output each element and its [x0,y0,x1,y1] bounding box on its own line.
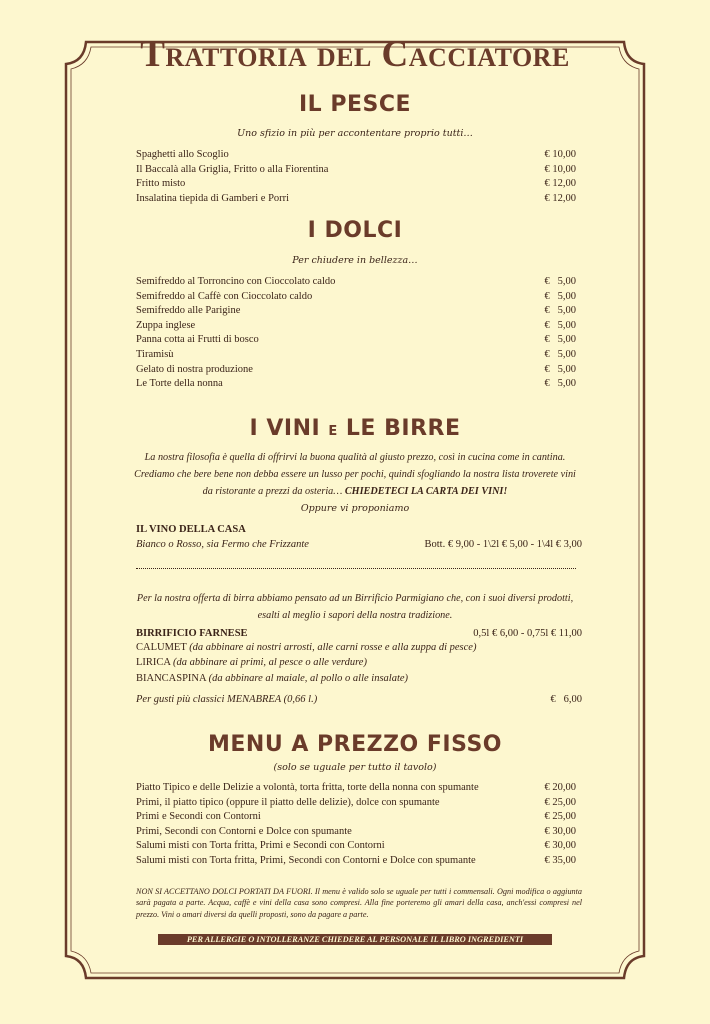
section-title-pesce: IL PESCE [298,92,412,117]
dish-price: € 5,00 [544,363,576,375]
menu-name: Salumi misti con Torta fritta, Primi, Secondi con Contorni e Dolce con spumante [136,854,476,866]
section-title-fisso: MENU A PREZZO FISSO [207,732,503,757]
menu-row [136,839,576,854]
dish-name: Le Torte della nonna [136,378,223,390]
menu-name: Primi, Secondi con Contorni e Dolce con spumante [136,825,352,837]
title-part-e: E [328,424,338,439]
divider [136,568,576,569]
menu-row [136,377,576,392]
beer-desc: (da abbinare ai nostri arrosti, alle carni rosse e alla zuppa di pesce) [189,642,477,653]
dish-price: € 5,00 [544,276,576,287]
section-subtitle-pesce: Uno sfizio in più per accontentare proprio tutti… [237,128,473,139]
menu-row [136,192,576,207]
section-subtitle-fisso: (solo se uguale per tutto il tavolo) [273,762,437,773]
beer-name: CALUMET [136,642,187,653]
beer-name: BIANCASPINA [136,673,207,684]
menu-row [136,177,576,192]
menu-row [136,304,576,319]
footer-note: NON SI ACCETTANO DOLCI PORTATI DA FUORI. Il menu è valido solo se uguale per tutti i commensali. Ogni modifica o aggiunta sarà pagata a parte. Acqua, caffè e vini della casa sono compresi. Alla fine porteremo gli amari della casa, anch'essi compresi nel prezzo. Vini o amari diversi da quelli proposti, sono da pagare a parte. [136,887,582,919]
title-part-birre: LE BIRRE [345,416,461,441]
beer-row [136,642,476,653]
house-wine-desc: Bianco o Rosso, sia Fermo che Frizzante [136,539,309,550]
dish-name: Gelato di nostra produzione [136,363,253,375]
brewery-name: BIRRIFICIO FARNESE [136,628,248,639]
menu-row [136,163,576,178]
title-part-vini: I VINI [249,416,321,441]
section-title-vini [0,418,710,440]
menu-name: Primi, il piatto tipico (oppure il piatto delle delizie), dolce con spumante [136,796,440,808]
dish-price: € 5,00 [544,334,576,346]
dish-price: € 5,00 [544,348,576,360]
oppure-text: Oppure vi proponiamo [300,503,410,514]
menu-price: € 25,00 [544,796,576,808]
section-subtitle-dolci: Per chiudere in bellezza… [292,255,418,266]
menu-row [136,781,576,796]
menu-price: € 20,00 [544,782,576,793]
menu-name: Salumi misti con Torta fritta, Primi e Secondi con Contorni [136,840,385,852]
beer-intro: Per la nostra offerta di birra abbiamo pensato ad un Birrificio Parmigiano che, con i suoi diversi prodotti, esalti al meglio i sapori della nostra tradizione. [136,593,574,621]
dish-name: Semifreddo al Torroncino con Cioccolato caldo [136,276,336,287]
brewery-price: 0,5l € 6,00 - 0,75l € 11,00 [473,628,582,639]
menu-name: Piatto Tipico e delle Delizie a volontà, torta fritta, torte della nonna con spumante [136,782,479,793]
menu-price: € 35,00 [544,854,576,866]
dish-name: Panna cotta ai Frutti di bosco [136,334,259,346]
beer-row [136,657,367,668]
menu-row [136,796,576,811]
dish-name: Zuppa inglese [136,319,196,331]
restaurant-name: Trattoria del Cacciatore [140,34,570,75]
menu-row [136,333,576,348]
dish-name: Spaghetti allo Scoglio [136,149,229,160]
menu-price: € 25,00 [544,811,576,823]
dish-name: Semifreddo al Caffè con Cioccolato caldo [136,290,313,302]
classic-beer-price: € 6,00 [550,694,582,705]
beer-desc: (da abbinare ai primi, al pesce o alle verdure) [173,657,367,668]
classic-beer: Per gusti più classici MENABREA (0,66 l.) [136,694,318,705]
dish-price: € 10,00 [544,149,576,160]
menu-row [136,348,576,363]
wine-philosophy [130,449,580,500]
dolci-list [136,275,576,392]
dish-name: Tiramisù [136,348,174,360]
dish-name: Fritto misto [136,178,186,190]
house-wine-price: Bott. € 9,00 - 1\2l € 5,00 - 1\4l € 3,00 [424,539,582,550]
menu-name: Primi e Secondi con Contorni [136,811,261,823]
dish-price: € 5,00 [544,290,576,302]
menu-row [136,148,576,163]
menu-row [136,275,576,290]
menu-row [136,319,576,334]
dish-price: € 12,00 [544,192,576,204]
dish-name: Il Baccalà alla Griglia, Fritto o alla Fiorentina [136,163,329,175]
dish-price: € 10,00 [544,163,576,175]
menu-price: € 30,00 [544,840,576,852]
house-wine-title: IL VINO DELLA CASA [136,524,246,535]
menu-row [136,854,576,869]
menu-row [136,825,576,840]
dish-name: Semifreddo alle Parigine [136,305,241,317]
beer-name: LIRICA [136,657,171,668]
dish-price: € 12,00 [544,178,576,190]
section-title-dolci: I DOLCI [307,218,403,243]
dish-price: € 5,00 [544,305,576,317]
pesce-list [136,148,576,206]
wine-list-callout: CHIEDETECI LA CARTA DEI VINI! [344,486,508,497]
beer-row [136,673,408,684]
dish-name: Insalatina tiepida di Gamberi e Porri [136,192,290,204]
beer-desc: (da abbinare al maiale, al pollo o alle insalate) [208,673,409,684]
menu-row [136,290,576,305]
allergy-banner: PER ALLERGIE O INTOLLERANZE CHIEDERE AL PERSONALE IL LIBRO INGREDIENTI [158,934,552,945]
dish-price: € 5,00 [544,378,576,390]
menu-row [136,363,576,378]
dish-price: € 5,00 [544,319,576,331]
wine-intro-text: La nostra filosofia è quella di offrirvi la buona qualità al giusto prezzo, così in cucina come in cantina. Crediamo che bere bene non debba essere un lusso per pochi, quindi sfogliando la nostra lista troverete vini da ristorante a prezzi da osteria… [134,452,576,497]
fisso-list [136,781,576,869]
menu-row [136,810,576,825]
menu-price: € 30,00 [544,825,576,837]
